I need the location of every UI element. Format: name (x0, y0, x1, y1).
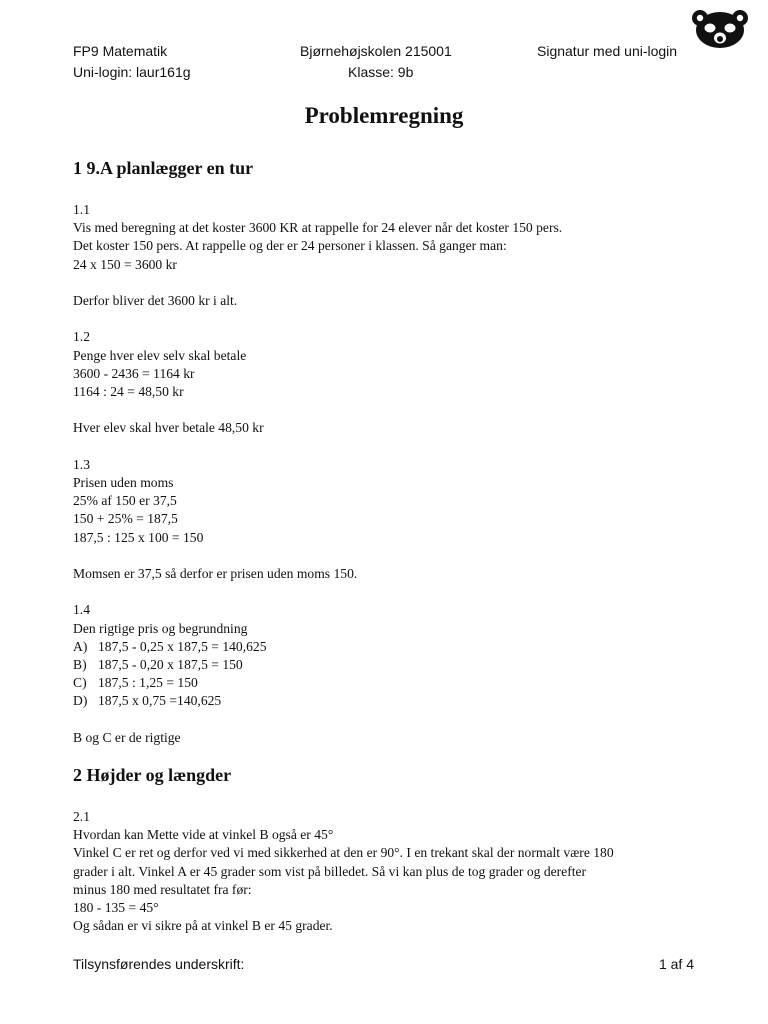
list-text: 187,5 - 0,25 x 187,5 = 140,625 (98, 638, 267, 654)
list-text: 187,5 : 1,25 = 150 (98, 675, 198, 691)
header-subject: FP9 Matematik (73, 43, 168, 59)
section-1-body (73, 201, 713, 747)
text-line: Penge hver elev selv skal betale (73, 347, 247, 363)
list-item (73, 656, 713, 674)
text-line: Hvordan kan Mette vide at vinkel B også er 45° (73, 827, 334, 843)
list-text: 187,5 - 0,20 x 187,5 = 150 (98, 656, 243, 672)
list-text: 187,5 x 0,75 =140,625 (98, 693, 222, 709)
list-label: A) (73, 638, 88, 654)
list-item (73, 638, 713, 656)
text-line: Vis med beregning at det koster 3600 KR at rappelle for 24 elever når det koster 150 pers. (73, 220, 563, 236)
answer-line: Derfor bliver det 3600 kr i alt. (73, 293, 238, 308)
text-line: Det koster 150 pers. At rappelle og der er 24 personer i klassen. Så ganger man: (73, 238, 507, 254)
list-item (73, 692, 713, 710)
header-school: Bjørnehøjskolen 215001 (300, 43, 452, 59)
question-number: 1.4 (73, 602, 90, 618)
text-line: 150 + 25% = 187,5 (73, 511, 178, 527)
section-1-heading: 1 9.A planlægger en tur (73, 158, 254, 178)
text-line: 24 x 150 = 3600 kr (73, 256, 177, 272)
bear-logo-icon (688, 6, 752, 50)
list-label: D) (73, 693, 88, 709)
question-number: 1.3 (73, 456, 90, 472)
question-number: 1.1 (73, 202, 90, 217)
text-line: 180 - 135 = 45° (73, 900, 159, 916)
question-number: 1.2 (73, 329, 90, 345)
page-title: Problemregning (304, 103, 464, 128)
text-line: grader i alt. Vinkel A er 45 grader som vist på billedet. Så vi kan plus de tog grader og derefter (73, 863, 587, 879)
page-number: 1 af 4 (658, 956, 694, 972)
question-number: 2.1 (73, 809, 90, 824)
list-label: B) (73, 656, 87, 672)
text-line: Prisen uden moms (73, 474, 174, 490)
header-signature: Signatur med uni-login (537, 43, 678, 59)
list-item (73, 674, 713, 692)
text-line: 1164 : 24 = 48,50 kr (73, 384, 184, 399)
text-line: Den rigtige pris og begrundning (73, 620, 248, 636)
header-unilogin: Uni-login: laur161g (73, 64, 191, 80)
footer-signature-label: Tilsynsførendes underskrift: (73, 956, 245, 972)
section-2-heading: 2 Højder og længder (73, 765, 232, 785)
answer-line: Hver elev skal hver betale 48,50 kr (73, 420, 264, 436)
header-class: Klasse: 9b (348, 64, 414, 80)
text-line: 3600 - 2436 = 1164 kr (73, 365, 195, 381)
section-2-body (73, 808, 713, 935)
answer-line: Momsen er 37,5 så derfor er prisen uden moms 150. (73, 565, 358, 581)
text-line: 25% af 150 er 37,5 (73, 493, 177, 509)
answer-line: B og C er de rigtige (73, 729, 181, 745)
text-line: Vinkel C er ret og derfor ved vi med sikkerhed at den er 90°. I en trekant skal der normalt være 180 (73, 845, 614, 861)
text-line: Og sådan er vi sikre på at vinkel B er 45 grader. (73, 918, 333, 934)
text-line: minus 180 med resultatet fra før: (73, 881, 252, 897)
list-label: C) (73, 675, 87, 691)
text-line: 187,5 : 125 x 100 = 150 (73, 529, 204, 545)
